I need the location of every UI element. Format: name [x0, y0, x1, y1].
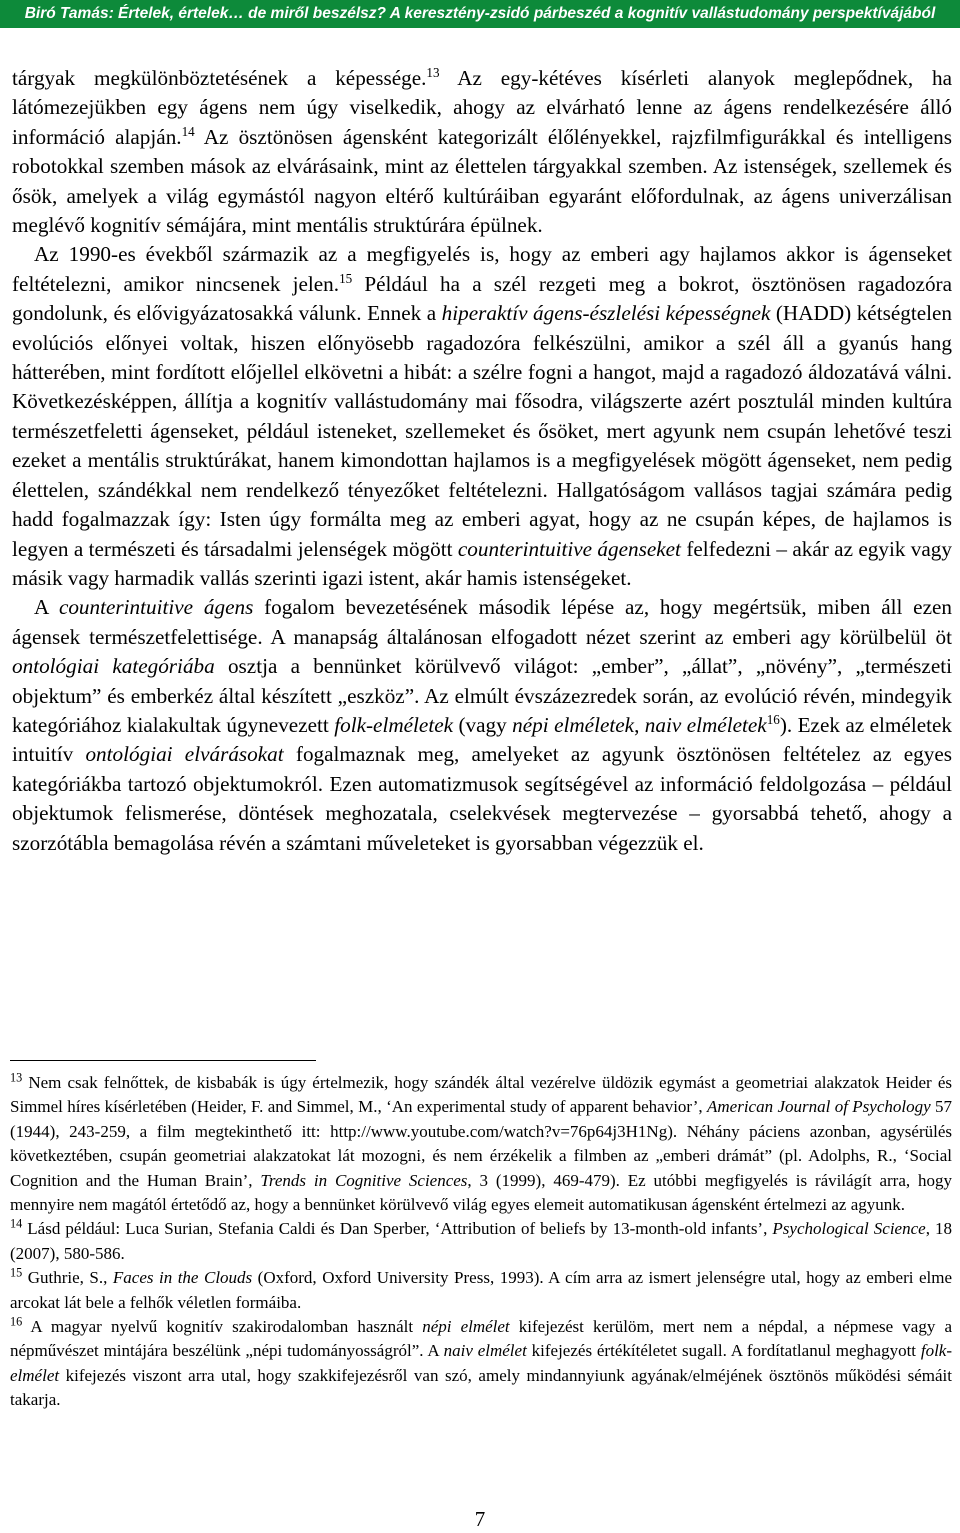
- footnote-number: 13: [10, 1070, 23, 1085]
- text-span: , 3 (1999), 469-479). Ez utóbbi megfigyelés is rávilágít arra, hogy mennyire nem magától értetődő az, hogy a bennünket körülvevő világ egyes elemeit automatikusan ágensként értelmezi az agyunk.: [10, 1170, 952, 1215]
- text-span: Az egy-kétéves kísérleti alanyok meglepődnek, ha látómezejükben egy ágens nem úgy viselkedik, ahogy az elvárható lenne az ágens rendelkezésére álló információ alapján.: [12, 66, 953, 149]
- text-span: kifejezést kerülöm, mert nem a népdal, a népmese vagy a népművészet mintájára beszélünk „népi tudományosságról”. A: [10, 1317, 952, 1361]
- italic-term: ontológiai elvárásokat: [85, 742, 284, 767]
- text-span: A magyar nyelvű kognitív szakirodalomban használt: [22, 1317, 423, 1337]
- italic-term: counterintuitive ágens: [58, 595, 254, 620]
- text-span: fogalom bevezetésének második lépése az, hogy megértsük, miben áll ezen ágensek természetfelettisége. A manapság általánosan elfogadott nézet szerint az emberi agy körülbelül öt: [12, 595, 952, 649]
- footnotes: [10, 1071, 952, 1413]
- body-paragraph-3: [12, 593, 952, 858]
- italic-term: naiv elméletek: [644, 712, 767, 737]
- footnote-16: [10, 1315, 952, 1413]
- footnote-13: [10, 1071, 952, 1217]
- italic-title: Trends in Cognitive Sciences: [260, 1170, 468, 1190]
- footnote-separator: [10, 1060, 316, 1061]
- text-span: Az 1990-es évekből származik az a megfigyelés is, hogy az emberi agy hajlamos akkor is ágenseket feltételezni, amikor nincsenek jelen.: [12, 242, 952, 296]
- italic-term: folk-elmélet: [10, 1341, 953, 1385]
- text-span: ,: [634, 712, 645, 737]
- footnote-number: 15: [10, 1265, 23, 1280]
- text-span: , 18 (2007), 580-586.: [10, 1219, 952, 1263]
- running-title: Biró Tamás: Értelek, értelek… de miről beszélsz? A keresztény-zsidó párbeszéd a kognitív vallástudomány perspektívájából: [24, 5, 936, 22]
- text-span: osztja a bennünket körülvevő világot: „ember”, „állat”, „növény”, „természeti objektum” és emberkéz által készített „eszköz”. Az elmúlt évszázezredek során, az evolúció révén, mindegyik kategóriához kialakultak úgynevezett: [12, 654, 953, 737]
- text-span: Guthrie, S.,: [22, 1268, 113, 1288]
- text-span: Az ösztönösen ágensként kategorizált élőlényekkel, rajzfilmfigurákkal és intelligens robotokkal szemben mások az elvárásaink, mint az élettelen tárgyakkal szemben. Az istenségek, szellemek és ősök, amelyek a világ egymástól nagyon eltérő kultúráiban egyaránt előfordulnak, az ágens univerzálisan meglévő kognitív sémájára, mint mentális struktúrára épülnek.: [12, 124, 952, 238]
- italic-title: American Journal of Psychology: [707, 1097, 931, 1117]
- text-span: (HADD) kétségtelen evolúciós előnyei voltak, hiszen előnyösebb ragadozóra felkészülni, amikor a szél áll a gyanús hang hátterében, mint fordított előjellel elkövetni a hibát: a szélre fogni a hangot, majd a ragadozó áldozatává válni. Következésképpen, állítja a kognitív vallástudomány mai fősodra, világszerte azért posztulál minden kultúra természetfeletti ágenseket, például isteneket, szellemeket és ősöket, mert agyunk nem csupán lehetővé teszi ezeket a mentális struktúrákat, hanem kimondottan hajlamos is a megfigyelések mögött ágenseket, nem pedig élettelen, szándékkal nem rendelkező tényezőket feltételezni. Hallgatóságom vallásos tagjai számára pedig hadd fogalmazzak így: Isten úgy formálta meg az emberi agyat, hogy az ne csupán képes, de hajlamos is legyen a természeti és társadalmi jelenségek mögött: [12, 301, 952, 561]
- italic-term: folk-elméletek: [334, 712, 454, 737]
- italic-term: naiv elmélet: [443, 1341, 527, 1361]
- text-span: kifejezés értékítéletet sugall. A fordítatlanul meghagyott: [526, 1341, 921, 1361]
- text-span: kifejezés viszont arra utal, hogy szakkifejezésről van szó, amely mindannyiunk agyának/elméjének ösztönös működési sémáit takarja.: [10, 1365, 952, 1410]
- text-span: tárgyak megkülönböztetésének a képessége.: [12, 66, 427, 90]
- text-span: (vagy: [453, 712, 513, 737]
- footnote-ref-16[interactable]: 16: [766, 711, 780, 727]
- text-span: fogalmaznak meg, amelyeket az agyunk ösztönösen feltételez az egyes kategóriákba tartozó objektumokról. Ezen automatizmusok segítségével az információ feldolgozása – például objektumok felismerése, döntések meghozatala, cselekvések megtervezése – gyorsabbá tehető, ahogy a szorzótábla bemagolása révén a számtani műveleteket is gyorsabban végezzük el.: [12, 742, 952, 855]
- page-number: 7: [474, 1507, 486, 1531]
- body-paragraph-2: [12, 240, 952, 593]
- footnote-15: [10, 1266, 952, 1315]
- footnote-ref-14[interactable]: 14: [181, 123, 195, 139]
- footnote-number: 14: [10, 1216, 23, 1231]
- italic-term: népi elmélet: [422, 1317, 510, 1337]
- text-span: Nem csak felnőttek, de kisbabák is úgy értelmezik, hogy szándék által vezérelve üldözik egymást a geometriai alakzatok Heider és Simmel híres kísérletében (Heider, F. and Simmel, M., ‘An experimental study of apparent behavior’,: [10, 1073, 952, 1117]
- italic-term: ontológiai kategóriába: [12, 654, 215, 679]
- italic-term: népi elméletek: [512, 712, 635, 737]
- text-span: 57 (1944), 243-259, a film megtekinthető itt: http://www.youtube.com/watch?v=76p64j3H1Ng). Néhány páciens azonban, agysérülés következtében, csupán geometriai alakzatokat lát mozogni, és nem érzékelik a filmben az „emberi drámát” (pl. Adolphs, R., ‘Social Cognition and the Human Brain’,: [10, 1097, 953, 1190]
- text-span: A: [34, 595, 59, 620]
- footnote-ref-13[interactable]: 13: [426, 64, 440, 80]
- body-paragraph-1: [12, 64, 952, 240]
- running-header: [0, 0, 960, 28]
- italic-term: hiperaktív ágens-észlelési képességnek: [441, 301, 771, 326]
- footnote-number: 16: [10, 1314, 23, 1329]
- footnote-14: [10, 1217, 952, 1266]
- text-span: Lásd például: Luca Surian, Stefania Caldi és Dan Sperber, ‘Attribution of beliefs by 13-month-old infants’,: [22, 1219, 773, 1239]
- text-span: (Oxford, Oxford University Press, 1993). A cím arra az ismert jelenségre utal, hogy az emberi elme arcokat lát bele a felhők véletlen formáiba.: [10, 1268, 953, 1312]
- italic-term: counterintuitive ágenseket: [457, 536, 681, 561]
- main-text: [12, 64, 952, 858]
- italic-title: Psychological Science: [772, 1219, 926, 1239]
- text-span: felfedezni – akár az egyik vagy másik vagy harmadik vallás szerinti igazi istent, akár hamis istenségeket.: [12, 536, 952, 590]
- footnote-ref-15[interactable]: 15: [339, 270, 353, 286]
- text-span: ). Ezek az elméletek intuitív: [12, 712, 952, 767]
- italic-title: Faces in the Clouds: [112, 1268, 253, 1288]
- text-span: Például ha a szél rezgeti meg a bokrot, ösztönösen ragadozóra gondolunk, és elővigyázatosakká válunk. Ennek a: [12, 271, 952, 326]
